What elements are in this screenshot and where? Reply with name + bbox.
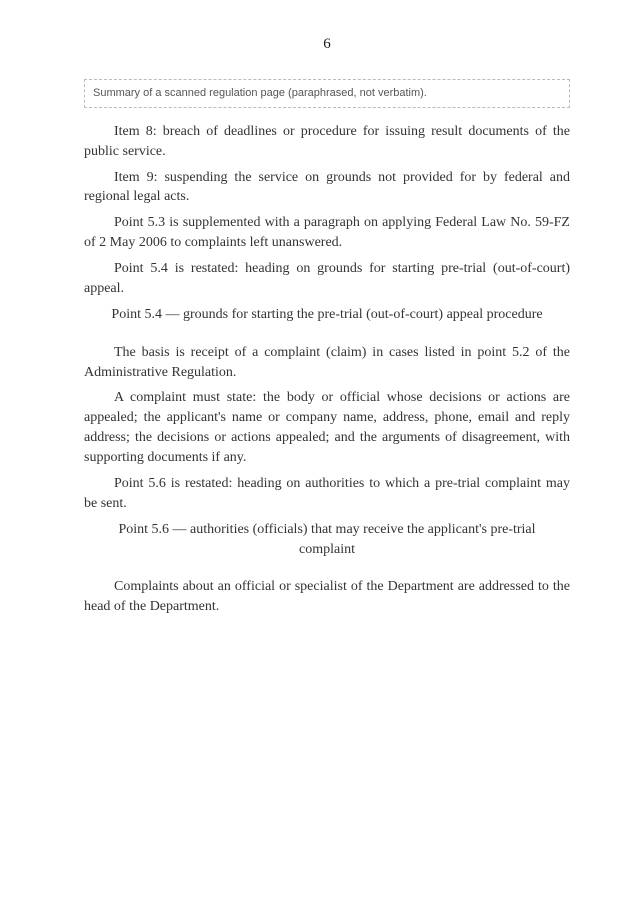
section-heading: Point 5.4 — grounds for starting the pre-trial (out-of-court) appeal procedure xyxy=(111,306,543,322)
paragraph: Point 5.3 is supplemented with a paragraph on applying Federal Law No. 59-FZ of 2 May 2006 to complaints left unanswered. xyxy=(84,215,570,251)
paragraph: Point 5.6 is restated: heading on authorities to which a pre-trial complaint may be sent. xyxy=(84,475,570,511)
document-body xyxy=(84,122,570,617)
page-number: 6 xyxy=(323,36,331,52)
paragraph: Point 5.4 is restated: heading on grounds for starting pre-trial (out-of-court) appeal. xyxy=(84,261,570,296)
paragraph: Complaints about an official or specialist of the Department are addressed to the head of the Department. xyxy=(84,579,570,615)
paraphrase-notice: Summary of a scanned regulation page (paraphrased, not verbatim). xyxy=(84,79,570,108)
paragraph: Item 9: suspending the service on grounds not provided for by federal and regional legal acts. xyxy=(84,169,570,205)
section-heading: Point 5.6 — authorities (officials) that may receive the applicant's pre-trial complaint xyxy=(118,521,536,557)
paragraph: Item 8: breach of deadlines or procedure for issuing result documents of the public service. xyxy=(84,123,570,159)
paragraph: A complaint must state: the body or official whose decisions or actions are appealed; the applicant's name or company name, address, phone, email and reply address; the decisions or actions appealed; and the arguments of disagreement, with supporting documents if any. xyxy=(84,390,570,466)
paragraph: The basis is receipt of a complaint (claim) in cases listed in point 5.2 of the Administrative Regulation. xyxy=(84,344,570,380)
